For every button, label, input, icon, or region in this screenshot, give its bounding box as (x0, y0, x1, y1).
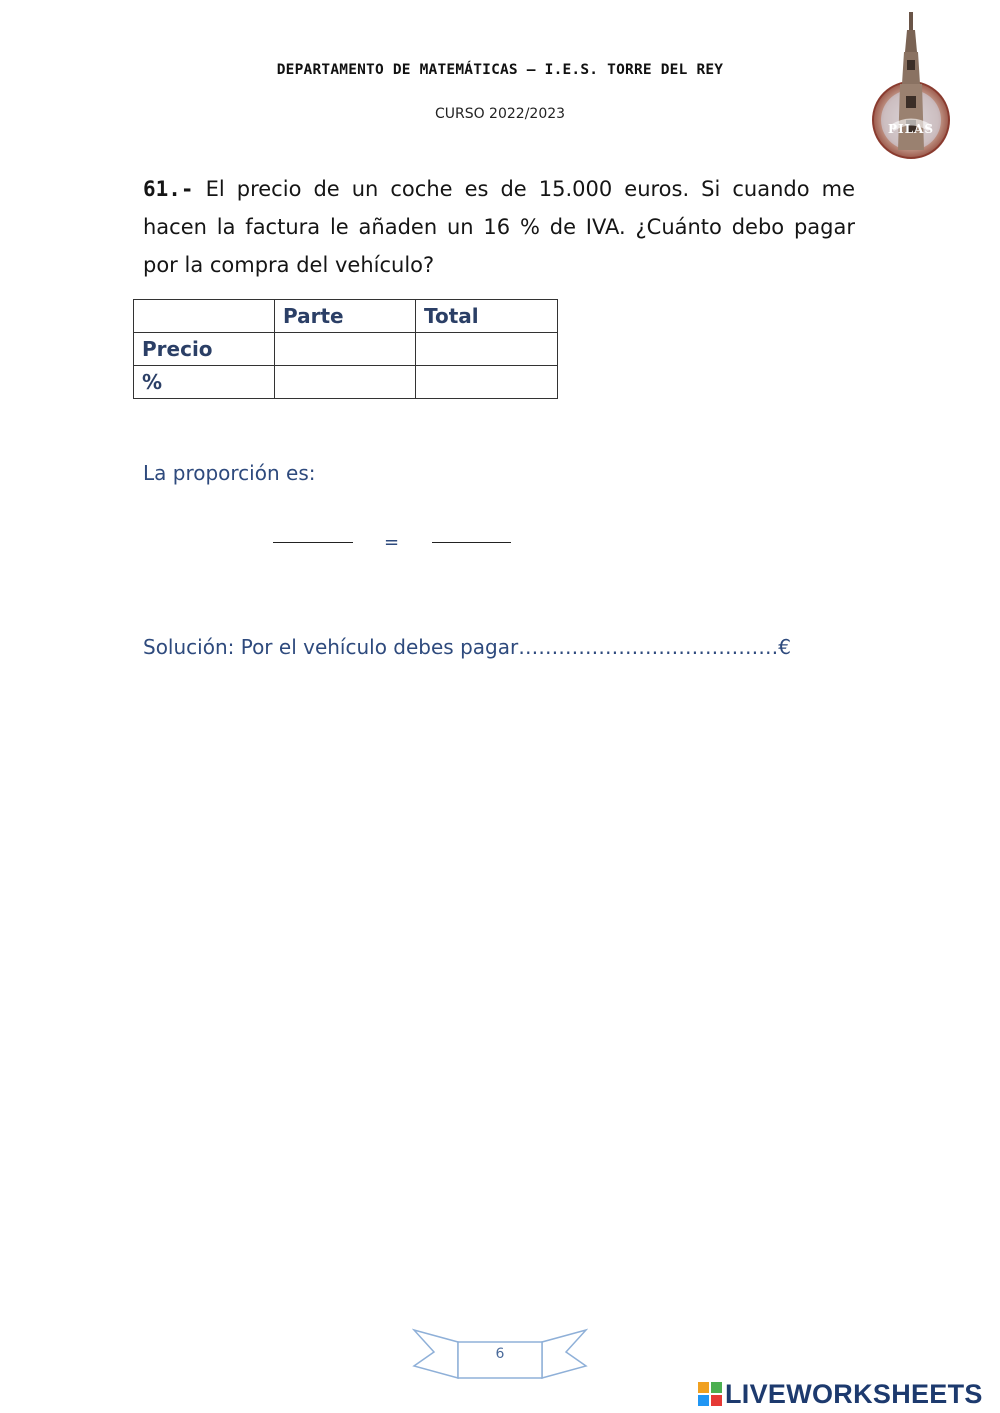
precio-parte-input[interactable] (275, 333, 416, 366)
logo-text: PILAS (887, 122, 935, 136)
precio-total-input[interactable] (416, 333, 558, 366)
proportion-fraction-right-input[interactable] (432, 542, 511, 543)
percent-parte-input[interactable] (275, 366, 416, 399)
header-cell-empty (134, 300, 275, 333)
row-label-percent: % (134, 366, 275, 399)
equals-sign: = (384, 532, 400, 553)
problem-text: El precio de un coche es de 15.000 euros. Si cuando me hacen la factura le añaden un 16 % de IVA. ¿Cuánto debo pagar por la compra del vehículo? (143, 177, 855, 277)
liveworksheets-wordmark: LIVEWORKSHEETS (725, 1378, 983, 1409)
proportion-table (133, 299, 558, 399)
row-label-precio: Precio (134, 333, 275, 366)
table-row-precio (134, 333, 558, 366)
table-header-row (134, 300, 558, 333)
course-year: CURSO 2022/2023 (434, 106, 566, 122)
liveworksheets-logo-icon (698, 1382, 722, 1406)
problem-statement (143, 170, 855, 284)
department-title: DEPARTAMENTO DE MATEMÁTICAS – I.E.S. TORRE DEL REY (276, 62, 724, 78)
proportion-fraction-left-input[interactable] (273, 542, 353, 543)
problem-number: 61.- (143, 177, 194, 201)
percent-total-input[interactable] (416, 366, 558, 399)
page-number: 6 (495, 1346, 505, 1362)
solution-answer-line[interactable]: Solución: Por el vehículo debes pagar…………………………………€ (143, 635, 791, 659)
header-cell-parte: Parte (275, 300, 416, 333)
proportion-label: La proporción es: (143, 461, 316, 485)
liveworksheets-brand[interactable] (698, 1378, 983, 1410)
school-tower-seal-icon (862, 8, 960, 160)
table-row-percent (134, 366, 558, 399)
header-cell-total: Total (416, 300, 558, 333)
